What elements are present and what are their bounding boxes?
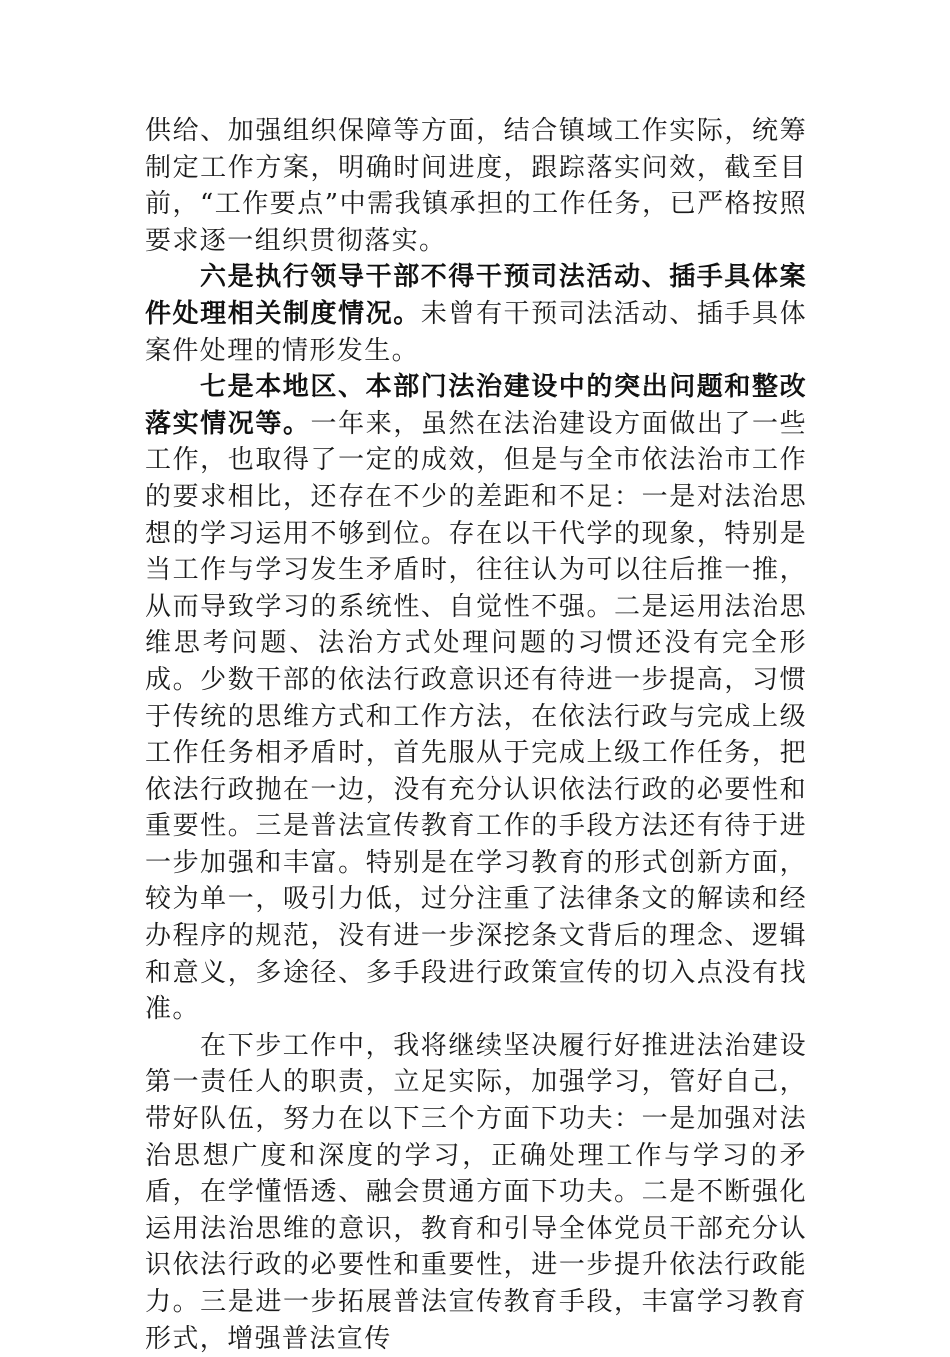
paragraph-item-seven [145,369,807,1028]
paragraph-next-steps [145,1028,807,1357]
paragraph-continuation [145,113,807,259]
paragraph-text: 未曾有干预司法活动、插手具体案件处理的情形发生。 [145,298,807,366]
document-body [145,113,807,1357]
paragraph-heading: 六是执行领导干部不得干预司法活动、插手具体案件处理相关制度情况。 [145,262,807,329]
paragraph-text: 在下步工作中，我将继续坚决履行好推进法治建设第一责任人的职责，立足实际，加强学习，管好自己，带好队伍，努力在以下三个方面下功夫：一是加强对法治思想广度和深度的学习，正确处理工作与学习的矛盾，在学懂悟透、融会贯通方面下功夫。二是不断强化运用法治思维的意识，教育和引导全体党员干部充分认识依法行政的必要性和重要性，进一步提升依法行政能力。三是进一步拓展普法宣传教育手段，丰富学习教育形式，增强普法宣传 [145,1030,807,1354]
paragraph-heading: 七是本地区、本部门法治建设中的突出问题和整改落实情况等。 [145,372,807,439]
paragraph-text: 供给、加强组织保障等方面，结合镇域工作实际，统筹制定工作方案，明确时间进度，跟踪落实问效，截至目前，“工作要点”中需我镇承担的工作任务，已严格按照要求逐一组织贯彻落实。 [145,116,807,256]
paragraph-text: 一年来，虽然在法治建设方面做出了一些工作，也取得了一定的成效，但是与全市依法治市工作的要求相比，还存在不少的差距和不足：一是对法治思想的学习运用不够到位。存在以干代学的现象，特别是当工作与学习发生矛盾时，往往认为可以往后推一推，从而导致学习的系统性、自觉性不强。二是运用法治思维思考问题、法治方式处理问题的习惯还没有完全形成。少数干部的依法行政意识还有待进一步提高，习惯于传统的思维方式和工作方法，在依法行政与完成上级工作任务相矛盾时，首先服从于完成上级工作任务，把依法行政抛在一边，没有充分认识依法行政的必要性和重要性。三是普法宣传教育工作的手段方法还有待于进一步加强和丰富。特别是在学习教育的形式创新方面，较为单一，吸引力低，过分注重了法律条文的解读和经办程序的规范，没有进一步深挖条文背后的理念、逻辑和意义，多途径、多手段进行政策宣传的切入点没有找准。 [145,408,807,1025]
paragraph-item-six [145,259,807,369]
